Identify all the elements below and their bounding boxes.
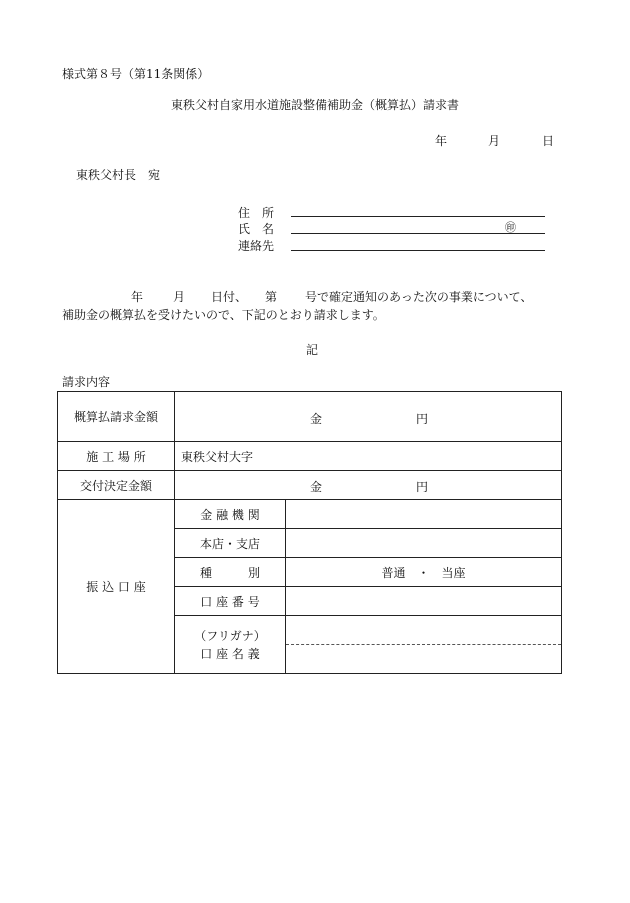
table-row: [58, 500, 562, 529]
decided-amount-label: 交付決定金額: [58, 471, 175, 500]
account-number-field[interactable]: [286, 587, 562, 616]
date-day: 日: [542, 134, 555, 148]
table-row: [58, 392, 562, 442]
body-number-suffix: 号で確定通知のあった次の事業について、: [305, 290, 533, 304]
body-number-prefix: 第: [265, 290, 278, 304]
holder-label: 口 座 名 義: [200, 646, 260, 661]
address-label: 住 所: [238, 206, 275, 220]
branch-label: 本店・支店: [175, 529, 286, 558]
body-month: 月: [173, 290, 186, 304]
form-title: 東秩父村自家用水道施設整備補助金（概算払）請求書: [170, 98, 459, 112]
holder-label-cell: [175, 616, 286, 674]
decided-amount-field[interactable]: [175, 471, 562, 500]
decided-yen-suffix: 円: [416, 480, 429, 494]
contact-field[interactable]: [291, 250, 545, 251]
date-year: 年: [435, 134, 448, 148]
note-heading: 記: [306, 343, 319, 357]
body-year: 年: [131, 290, 144, 304]
bank-label: 金 融 機 関: [175, 500, 286, 529]
location-label: 施 工 場 所: [58, 442, 175, 471]
address-field[interactable]: [291, 216, 545, 217]
contact-label: 連絡先: [238, 239, 275, 253]
table-row: [58, 442, 562, 471]
location-field[interactable]: 東秩父村大字: [175, 442, 562, 471]
date-month: 月: [488, 134, 501, 148]
advance-amount-field[interactable]: [175, 392, 562, 442]
addressee: 東秩父村長 宛: [76, 168, 161, 182]
type-value[interactable]: 普通 ・ 当座: [286, 558, 562, 587]
decided-yen-prefix: 金: [310, 480, 323, 494]
table-row: [58, 471, 562, 500]
form-number: 様式第８号（第11条関係）: [62, 67, 210, 81]
advance-amount-label: 概算払請求金額: [58, 392, 175, 442]
request-table: [57, 391, 562, 674]
account-label: 振 込 口 座: [58, 500, 175, 674]
section-label: 請求内容: [62, 375, 111, 389]
account-number-label: 口 座 番 号: [175, 587, 286, 616]
furigana-label: （フリガナ）: [194, 628, 266, 643]
advance-yen-prefix: 金: [310, 411, 323, 426]
branch-field[interactable]: [286, 529, 562, 558]
body-line2: 補助金の概算払を受けたいので、下記のとおり請求します。: [62, 308, 385, 322]
body-day: 日付、: [211, 290, 248, 304]
holder-field[interactable]: [286, 645, 562, 674]
type-label: 種 別: [175, 558, 286, 587]
seal-mark: ㊞: [505, 221, 516, 234]
advance-yen-suffix: 円: [416, 411, 429, 426]
bank-field[interactable]: [286, 500, 562, 529]
name-label: 氏 名: [238, 222, 275, 236]
furigana-field[interactable]: [286, 616, 562, 645]
